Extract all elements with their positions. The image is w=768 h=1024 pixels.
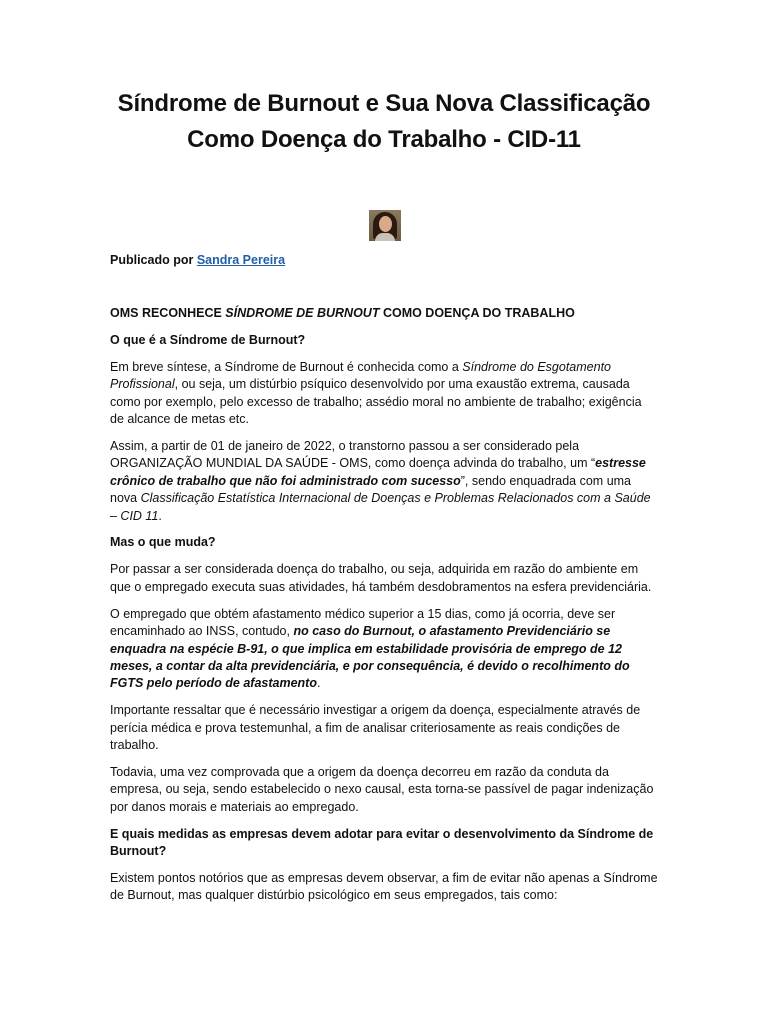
section-heading-oms — [110, 305, 658, 322]
paragraph-1 — [110, 359, 658, 429]
heading-part: COMO DOENÇA DO TRABALHO — [379, 306, 575, 320]
heading-italic: SÍNDROME DE BURNOUT — [225, 306, 380, 320]
text-run-italic: Classificação Estatística Internacional de Doenças e Problemas Relacionados com a Saúde – CID 11 — [110, 491, 651, 523]
paragraph-2 — [110, 438, 658, 525]
text-run-italic: Síndrome do Esgotamento Profissional — [110, 359, 611, 392]
byline — [110, 251, 285, 269]
published-by-label: Publicado por — [110, 253, 194, 267]
text-run: . — [316, 676, 321, 691]
text-run: O empregado que obtém afastamento médico superior a 15 dias, como já ocorria, deve ser encaminhado ao INSS, contudo, — [110, 606, 616, 639]
document-title — [60, 86, 708, 158]
text-run-bold-italic: estresse crônico de trabalho que não foi administrado com sucesso — [110, 456, 646, 488]
title-line-1: Síndrome de Burnout e Sua Nova Classificação — [117, 90, 651, 117]
paragraph-4 — [110, 606, 658, 693]
text-run: Assim, a partir de 01 de janeiro de 2022, o transtorno passou a ser considerado pela ORGANIZAÇÃO MUNDIAL DA SAÚDE - OMS, como doença advinda do trabalho, um “ — [110, 438, 596, 471]
heading-part: OMS RECONHECE — [110, 306, 226, 320]
paragraph-3: Por passar a ser considerada doença do trabalho, ou seja, adquirida em razão do ambiente em que o empregado executa suas atividades, há também desdobramentos na esfera previdenciária. — [110, 562, 652, 594]
text-run: Em breve síntese, a Síndrome de Burnout é conhecida como a — [110, 359, 463, 374]
title-line-2: Como Doença do Trabalho - CID-11 — [187, 126, 581, 153]
author-photo-icon — [369, 210, 401, 241]
article-body — [110, 305, 658, 914]
text-run-bold-italic: no caso do Burnout, o afastamento Previdenciário se enquadra na espécie B-91, o que implica em estabilidade provisória de emprego de 12 meses, a contar da alta previdenciária, e por consequência, é devido o recolhimento do FGTS pelo período de afastamento — [110, 624, 630, 691]
question-heading-1: O que é a Síndrome de Burnout? — [110, 332, 306, 347]
question-heading-2: Mas o que muda? — [110, 535, 216, 550]
paragraph-7: Existem pontos notórios que as empresas devem observar, a fim de evitar não apenas a Síndrome de Burnout, mas qualquer distúrbio psicológico em seus empregados, tais como: — [110, 870, 658, 903]
text-run: ”, sendo enquadrada com uma nova — [110, 473, 632, 506]
question-heading-3: E quais medidas as empresas devem adotar para evitar o desenvolvimento da Síndrome de Burnout? — [110, 826, 654, 859]
paragraph-6: Todavia, uma vez comprovada que a origem da doença decorreu em razão da conduta da empresa, ou seja, sendo estabelecido o nexo causal, esta torna-se passível de pagar indenização por danos morais e materiais ao empregado. — [110, 764, 654, 814]
paragraph-5: Importante ressaltar que é necessário investigar a origem da doença, especialmente através de perícia médica e prova testemunhal, a fim de analisar criteriosamente as reais condições de trabalho. — [110, 703, 641, 753]
text-run: , ou seja, um distúrbio psíquico desenvolvido por uma exaustão extrema, causada como por exemplo, pelo excesso de trabalho; assédio moral no ambiente de trabalho; exigência de alcance de metas etc. — [110, 377, 642, 427]
author-link[interactable]: Sandra Pereira — [196, 253, 286, 267]
text-run: . — [158, 508, 162, 523]
